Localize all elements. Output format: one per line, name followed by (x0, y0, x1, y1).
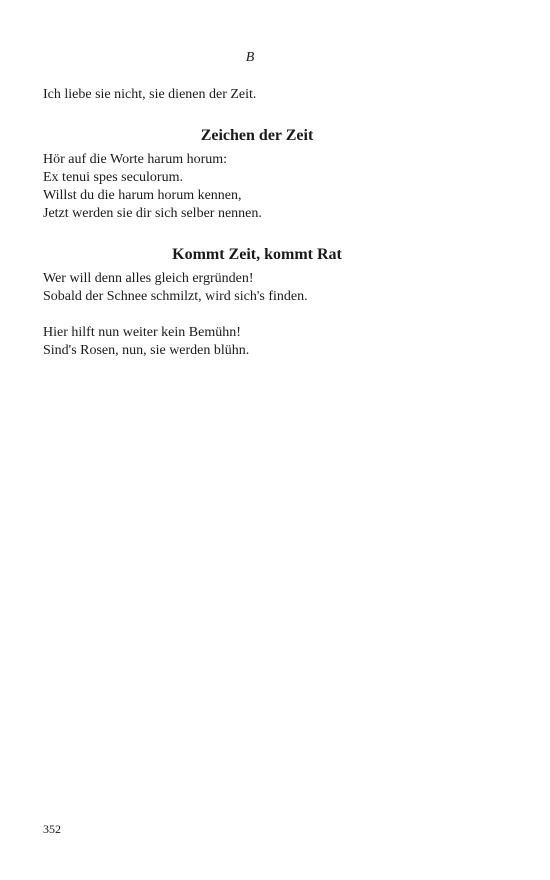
poem-line: Sind's Rosen, nun, sie werden blühn. (43, 343, 250, 358)
intro-line: Ich liebe sie nicht, sie dienen der Zeit. (43, 87, 257, 102)
poem-line: Hör auf die Worte harum horum: (43, 152, 228, 167)
poem-line: Hier hilft nun weiter kein Bemühn! (43, 325, 241, 340)
poem-line: Willst du die harum horum kennen, (43, 188, 242, 203)
poem-stanza (43, 151, 473, 223)
poem-title-kommt-zeit-kommt-rat: Kommt Zeit, kommt Rat (172, 246, 342, 263)
poem-stanza (43, 270, 473, 306)
poem-title-zeichen-der-zeit: Zeichen der Zeit (200, 127, 314, 144)
poem-stanza (43, 324, 473, 360)
section-letter: B (245, 50, 255, 65)
page-content (43, 86, 473, 360)
poem-line: Jetzt werden sie dir sich selber nennen. (43, 206, 262, 221)
poem-line: Ex tenui spes seculorum. (43, 170, 183, 185)
page-number: 352 (43, 822, 61, 836)
poem-line: Sobald der Schnee schmilzt, wird sich's finden. (43, 289, 308, 304)
poem-line: Wer will denn alles gleich ergründen! (43, 271, 254, 286)
